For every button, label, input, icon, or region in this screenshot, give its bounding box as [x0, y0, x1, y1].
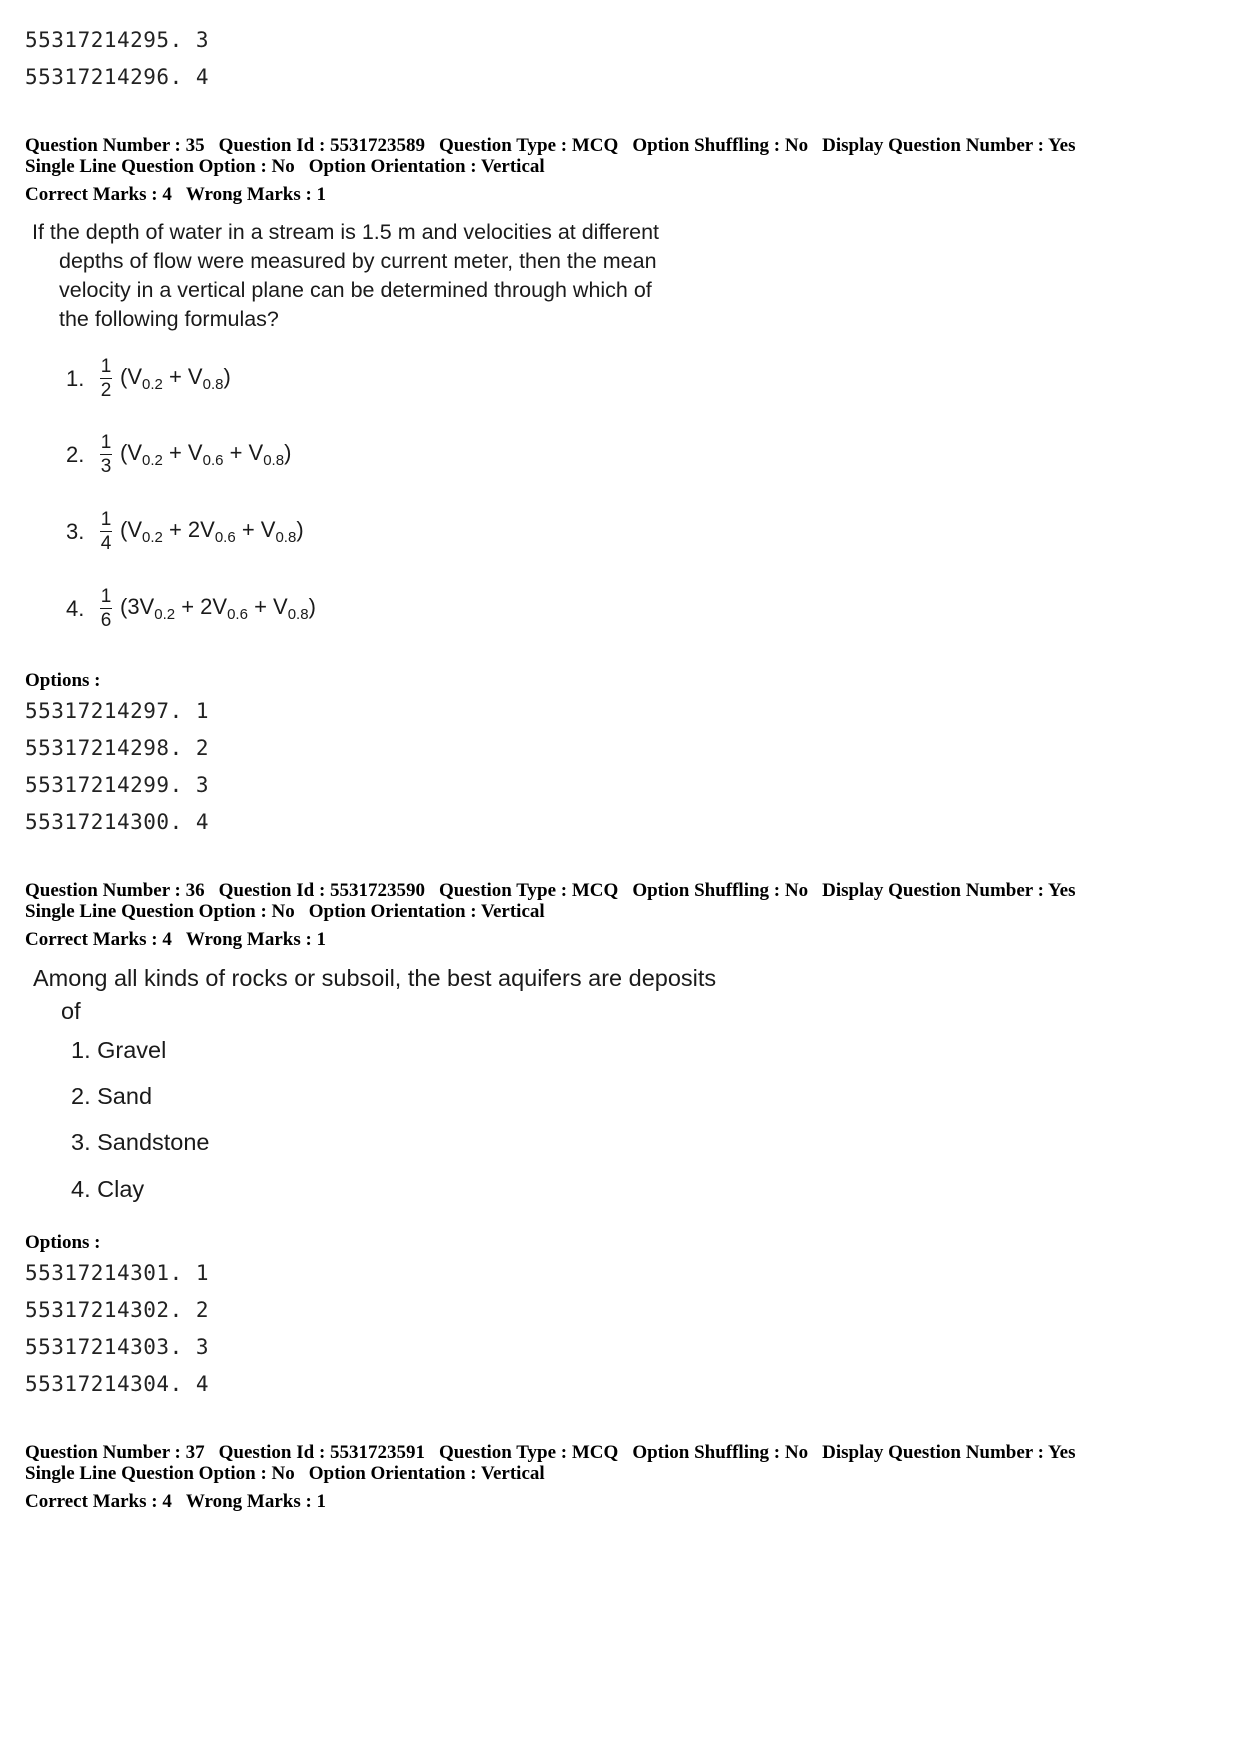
q35-formula-1: 1. $\frac{1}{2}$ $(V_{0.2} + V_{0.8})$: [66, 356, 231, 401]
formula-expression: $(V_{0.2} + V_{0.6} + V_{0.8})$: [120, 440, 292, 469]
option-id-line: 55317214304. 4: [25, 1372, 210, 1396]
option-id-line: 55317214296. 4: [25, 65, 210, 89]
q35-formula-2: 2. $\frac{1}{3}$ $(V_{0.2} + V_{0.6} + V_{0.8})$: [66, 432, 292, 477]
fraction: $\frac{1}{2}$: [100, 356, 112, 401]
q36-choice-4: 4. Clay: [71, 1176, 145, 1202]
fraction: $\frac{1}{4}$: [100, 509, 112, 554]
q36-header: [0, 880, 1089, 950]
q36-meta-line2: Single Line Question Option : No Option Orientation : Vertical: [25, 901, 545, 922]
q35-meta-line2: Single Line Question Option : No Option Orientation : Vertical: [25, 156, 545, 177]
question-line: the following formulas?: [59, 307, 279, 331]
formula-expression: $(V_{0.2} + V_{0.8})$: [120, 364, 231, 393]
q36-choice-1: 1. Gravel: [71, 1037, 167, 1063]
options-label: Options :: [25, 670, 101, 691]
q36-question-text: [33, 962, 793, 1028]
q36-meta-line1: Question Number : 36 Question Id : 5531723590 Question Type : MCQ Option Shuffling : No Display Question Number : Yes: [25, 880, 1076, 901]
q36-choice-3: 3. Sandstone: [71, 1129, 210, 1155]
q35-options: [0, 669, 209, 841]
question-line: If the depth of water in a stream is 1.5 m and velocities at different: [32, 220, 660, 244]
q36-choice-2: 2. Sand: [71, 1083, 153, 1109]
q37-meta-line2: Single Line Question Option : No Option Orientation : Vertical: [25, 1463, 545, 1484]
option-id-line: 55317214298. 2: [25, 736, 210, 760]
question-line: of: [61, 998, 81, 1024]
q35-header: [0, 135, 1089, 205]
option-id-line: 55317214299. 3: [25, 773, 210, 797]
q35-question-text: [32, 218, 732, 334]
prev-options: [0, 22, 209, 96]
option-id-line: 55317214300. 4: [25, 810, 210, 834]
q35-marks: Correct Marks : 4 Wrong Marks : 1: [25, 184, 327, 205]
option-id-line: 55317214295. 3: [25, 28, 210, 52]
options-label: Options :: [25, 1232, 101, 1253]
option-id-line: 55317214303. 3: [25, 1335, 210, 1359]
option-id-line: 55317214302. 2: [25, 1298, 210, 1322]
q36-marks: Correct Marks : 4 Wrong Marks : 1: [25, 929, 327, 950]
question-line: velocity in a vertical plane can be determined through which of: [59, 278, 652, 302]
question-line: Among all kinds of rocks or subsoil, the best aquifers are deposits: [33, 965, 717, 991]
formula-expression: $(3V_{0.2} + 2V_{0.6} + V_{0.8})$: [120, 594, 316, 623]
q37-marks: Correct Marks : 4 Wrong Marks : 1: [25, 1491, 327, 1512]
q37-meta-line1: Question Number : 37 Question Id : 5531723591 Question Type : MCQ Option Shuffling : No Display Question Number : Yes: [25, 1442, 1076, 1463]
fraction: $\frac{1}{3}$: [100, 432, 112, 477]
formula-expression: $(V_{0.2} + 2V_{0.6} + V_{0.8})$: [120, 517, 304, 546]
question-line: depths of flow were measured by current meter, then the mean: [59, 249, 657, 273]
option-id-line: 55317214297. 1: [25, 699, 210, 723]
q37-header: [0, 1442, 1089, 1512]
q35-formula-4: 4. $\frac{1}{6}$ $(3V_{0.2} + 2V_{0.6} + V_{0.8})$: [66, 586, 316, 631]
option-id-line: 55317214301. 1: [25, 1261, 210, 1285]
fraction: $\frac{1}{6}$: [100, 586, 112, 631]
q35-formula-3: 3. $\frac{1}{4}$ $(V_{0.2} + 2V_{0.6} + V_{0.8})$: [66, 509, 304, 554]
q36-options: [0, 1231, 209, 1403]
q35-meta-line1: Question Number : 35 Question Id : 5531723589 Question Type : MCQ Option Shuffling : No Display Question Number : Yes: [25, 135, 1076, 156]
